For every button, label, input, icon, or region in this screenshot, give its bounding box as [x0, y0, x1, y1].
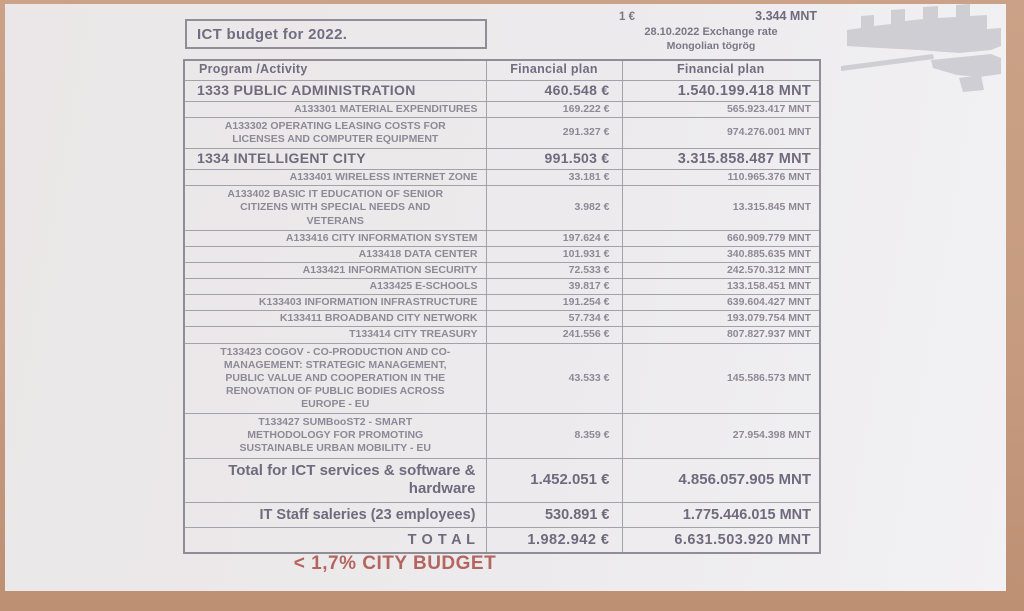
- program-cell: A133425 E-SCHOOLS: [184, 279, 486, 295]
- castle-wall-watermark-icon: [841, 4, 1006, 124]
- table-row: [184, 170, 820, 186]
- eur-value-cell: 991.503 €: [486, 149, 622, 170]
- program-cell: A133416 CITY INFORMATION SYSTEM: [184, 230, 486, 246]
- program-cell: 1333 PUBLIC ADMINISTRATION: [184, 80, 486, 101]
- table-row: [184, 528, 820, 554]
- exchange-date: 28.10.2022 Exchange rate: [644, 26, 778, 38]
- mnt-value-cell: 565.923.417 MNT: [622, 101, 820, 117]
- program-cell: A133418 DATA CENTER: [184, 246, 486, 262]
- table-row: [184, 117, 820, 148]
- program-cell: T O T A L: [184, 528, 486, 554]
- program-cell: 1334 INTELLIGENT CITY: [184, 149, 486, 170]
- eur-value-cell: 57.734 €: [486, 311, 622, 327]
- table-row: [184, 262, 820, 278]
- program-cell: IT Staff saleries (23 employees): [184, 503, 486, 528]
- budget-table: [183, 59, 821, 554]
- table-row: [184, 458, 820, 503]
- eur-value-cell: 8.359 €: [486, 414, 622, 458]
- budget-table-body: [184, 80, 820, 553]
- title-box: [185, 19, 487, 49]
- program-cell: A133401 WIRELESS INTERNET ZONE: [184, 170, 486, 186]
- table-row: [184, 101, 820, 117]
- mnt-value-cell: 27.954.398 MNT: [622, 414, 820, 458]
- program-cell: K133403 INFORMATION INFRASTRUCTURE: [184, 295, 486, 311]
- mnt-value-cell: 4.856.057.905 MNT: [622, 458, 820, 503]
- program-cell: K133411 BROADBAND CITY NETWORK: [184, 311, 486, 327]
- eur-value-cell: 291.327 €: [486, 117, 622, 148]
- table-row: [184, 230, 820, 246]
- program-cell: T133427 SUMBooST2 - SMART METHODOLOGY FOR PROMOTING SUSTAINABLE URBAN MOBILITY - EU: [184, 414, 486, 458]
- mnt-value-cell: 660.909.779 MNT: [622, 230, 820, 246]
- program-cell: T133423 COGOV - CO-PRODUCTION AND CO-MANAGEMENT: STRATEGIC MANAGEMENT, PUBLIC VALUE AND COOPERATION IN THE RENOVATION OF PUBLIC BODIES ACROSS EUROPE - EU: [184, 343, 486, 414]
- header-program-activity: Program /Activity: [184, 60, 486, 80]
- mnt-value-cell: 1.775.446.015 MNT: [622, 503, 820, 528]
- mnt-value-cell: 193.079.754 MNT: [622, 311, 820, 327]
- eur-value-cell: 72.533 €: [486, 262, 622, 278]
- mnt-value-cell: 242.570.312 MNT: [622, 262, 820, 278]
- table-header-row: [184, 60, 820, 80]
- eur-value-cell: 3.982 €: [486, 186, 622, 230]
- table-row: [184, 186, 820, 230]
- eur-value-cell: 1.452.051 €: [486, 458, 622, 503]
- table-row: [184, 80, 820, 101]
- mnt-value-cell: 110.965.376 MNT: [622, 170, 820, 186]
- mnt-value-cell: 13.315.845 MNT: [622, 186, 820, 230]
- currency-name: Mongolian tögrög: [666, 40, 756, 52]
- city-budget-share-note: < 1,7% CITY BUDGET: [293, 553, 497, 574]
- eur-value-cell: 191.254 €: [486, 295, 622, 311]
- eur-value-cell: 197.624 €: [486, 230, 622, 246]
- eur-value-cell: 169.222 €: [486, 101, 622, 117]
- eur-value-cell: 241.556 €: [486, 327, 622, 343]
- mnt-value-cell: 145.586.573 MNT: [622, 343, 820, 414]
- table-row: [184, 246, 820, 262]
- table-row: [184, 149, 820, 170]
- eur-value-cell: 43.533 €: [486, 343, 622, 414]
- header-financial-plan-eur: Financial plan: [486, 60, 622, 80]
- program-cell: T133414 CITY TREASURY: [184, 327, 486, 343]
- eur-value-cell: 33.181 €: [486, 170, 622, 186]
- table-row: [184, 327, 820, 343]
- table-row: [184, 295, 820, 311]
- program-cell: A133301 MATERIAL EXPENDITURES: [184, 101, 486, 117]
- mnt-value-cell: 6.631.503.920 MNT: [622, 528, 820, 554]
- header-financial-plan-mnt: Financial plan: [622, 60, 820, 80]
- page-title: ICT budget for 2022.: [197, 25, 348, 43]
- exchange-rate-block: [603, 9, 819, 52]
- mnt-rate: 3.344 MNT: [755, 9, 817, 23]
- mnt-value-cell: 133.158.451 MNT: [622, 279, 820, 295]
- table-row: [184, 414, 820, 458]
- eur-rate: 1 €: [619, 11, 635, 23]
- mnt-value-cell: 807.827.937 MNT: [622, 327, 820, 343]
- table-row: [184, 279, 820, 295]
- eur-value-cell: 39.817 €: [486, 279, 622, 295]
- mnt-value-cell: 3.315.858.487 MNT: [622, 149, 820, 170]
- mnt-value-cell: 974.276.001 MNT: [622, 117, 820, 148]
- table-row: [184, 503, 820, 528]
- table-row: [184, 343, 820, 414]
- eur-value-cell: 530.891 €: [486, 503, 622, 528]
- mnt-value-cell: 340.885.635 MNT: [622, 246, 820, 262]
- eur-value-cell: 460.548 €: [486, 80, 622, 101]
- eur-value-cell: 1.982.942 €: [486, 528, 622, 554]
- program-cell: A133421 INFORMATION SECURITY: [184, 262, 486, 278]
- mnt-value-cell: 1.540.199.418 MNT: [622, 80, 820, 101]
- projected-slide: [5, 4, 1006, 591]
- table-row: [184, 311, 820, 327]
- mnt-value-cell: 639.604.427 MNT: [622, 295, 820, 311]
- program-cell: Total for ICT services & software & hardware: [184, 458, 486, 503]
- program-cell: A133402 BASIC IT EDUCATION OF SENIOR CITIZENS WITH SPECIAL NEEDS AND VETERANS: [184, 186, 486, 230]
- program-cell: A133302 OPERATING LEASING COSTS FOR LICENSES AND COMPUTER EQUIPMENT: [184, 117, 486, 148]
- eur-value-cell: 101.931 €: [486, 246, 622, 262]
